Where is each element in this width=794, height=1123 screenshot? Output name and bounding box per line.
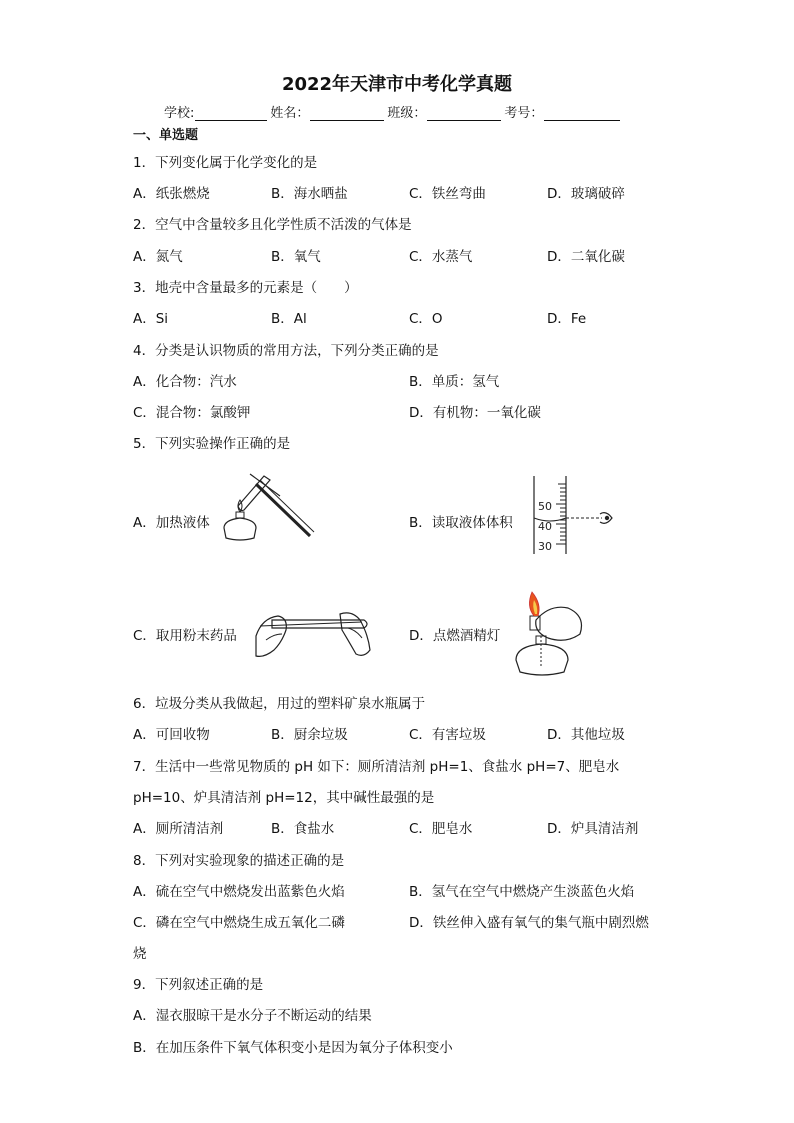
q4-option-a[interactable]: A．化合物：汽水	[133, 374, 237, 390]
q8-option-c[interactable]: C．磷在空气中燃烧生成五氧化二磷	[133, 915, 345, 931]
powder-sampling-figure	[252, 600, 376, 662]
q5-option-d[interactable]: D．点燃酒精灯	[409, 628, 501, 644]
q6-option-c[interactable]: C．有害垃圾	[409, 727, 486, 743]
q8-option-d[interactable]: D．铁丝伸入盛有氧气的集气瓶中剧烈燃	[409, 915, 649, 931]
question-7-stem-continued: pH=10、炉具清洁剂 pH=12，其中碱性最强的是	[133, 790, 435, 806]
q9-option-b[interactable]: B．在加压条件下氧气体积变小是因为氧分子体积变小	[133, 1040, 453, 1056]
q1-option-a[interactable]: A．纸张燃烧	[133, 186, 210, 202]
school-label: 学校:	[164, 106, 195, 121]
q4-option-b[interactable]: B．单质：氢气	[409, 374, 500, 390]
cylinder-mark-50: 50	[538, 500, 552, 513]
question-4-stem: 4．分类是认识物质的常用方法，下列分类正确的是	[133, 343, 439, 359]
q6-option-b[interactable]: B．厨余垃圾	[271, 727, 348, 743]
q4-option-d[interactable]: D．有机物：一氧化碳	[409, 405, 541, 421]
q2-option-c[interactable]: C．水蒸气	[409, 249, 473, 265]
lighting-alcohol-lamp-figure	[506, 590, 590, 678]
q3-option-c[interactable]: C．O	[409, 311, 443, 327]
q7-option-a[interactable]: A．厕所清洁剂	[133, 821, 224, 837]
question-3-stem: 3．地壳中含量最多的元素是（ ）	[133, 280, 358, 296]
page-title: 2022年天津市中考化学真题	[281, 74, 513, 95]
heating-liquid-figure	[210, 466, 320, 546]
name-blank[interactable]	[310, 106, 384, 121]
q8-option-d-wrap: 烧	[133, 946, 147, 962]
q1-option-c[interactable]: C．铁丝弯曲	[409, 186, 486, 202]
q7-option-d[interactable]: D．炉具清洁剂	[547, 821, 639, 837]
cylinder-mark-40: 40	[538, 520, 552, 533]
question-5-stem: 5．下列实验操作正确的是	[133, 436, 291, 452]
class-blank[interactable]	[427, 106, 501, 121]
graduated-cylinder-figure	[528, 474, 620, 556]
q7-option-b[interactable]: B．食盐水	[271, 821, 335, 837]
q2-option-a[interactable]: A．氮气	[133, 249, 183, 265]
q5-option-c[interactable]: C．取用粉末药品	[133, 628, 237, 644]
name-label: 姓名：	[270, 106, 310, 121]
q3-option-b[interactable]: B．Al	[271, 311, 307, 327]
q3-option-d[interactable]: D．Fe	[547, 311, 587, 327]
q4-option-c[interactable]: C．混合物：氯酸钾	[133, 405, 251, 421]
q5-option-b[interactable]: B．读取液体体积	[409, 515, 513, 531]
number-blank[interactable]	[544, 106, 620, 121]
question-6-stem: 6．垃圾分类从我做起，用过的塑料矿泉水瓶属于	[133, 696, 426, 712]
section-heading: 一、单选题	[133, 128, 199, 143]
q8-option-a[interactable]: A．硫在空气中燃烧发出蓝紫色火焰	[133, 884, 345, 900]
cylinder-mark-30: 30	[538, 540, 552, 553]
q6-option-d[interactable]: D．其他垃圾	[547, 727, 625, 743]
question-7-stem: 7．生活中一些常见物质的 pH 如下：厕所清洁剂 pH=1、食盐水 pH=7、肥皂水	[133, 759, 620, 775]
class-label: 班级：	[387, 106, 427, 121]
q5-option-a[interactable]: A．加热液体	[133, 515, 210, 531]
q1-option-d[interactable]: D．玻璃破碎	[547, 186, 625, 202]
q8-option-b[interactable]: B．氢气在空气中燃烧产生淡蓝色火焰	[409, 884, 635, 900]
student-info-line	[164, 102, 623, 121]
q9-option-a[interactable]: A．湿衣服晾干是水分子不断运动的结果	[133, 1008, 372, 1024]
question-8-stem: 8．下列对实验现象的描述正确的是	[133, 853, 345, 869]
q2-option-d[interactable]: D．二氧化碳	[547, 249, 625, 265]
q1-option-b[interactable]: B．海水晒盐	[271, 186, 348, 202]
question-9-stem: 9．下列叙述正确的是	[133, 977, 264, 993]
q6-option-a[interactable]: A．可回收物	[133, 727, 210, 743]
number-label: 考号：	[504, 106, 544, 121]
question-1-stem: 1．下列变化属于化学变化的是	[133, 155, 318, 171]
q7-option-c[interactable]: C．肥皂水	[409, 821, 473, 837]
q2-option-b[interactable]: B．氧气	[271, 249, 321, 265]
school-blank[interactable]	[195, 106, 267, 121]
question-2-stem: 2．空气中含量较多且化学性质不活泼的气体是	[133, 217, 412, 233]
q3-option-a[interactable]: A．Si	[133, 311, 169, 327]
